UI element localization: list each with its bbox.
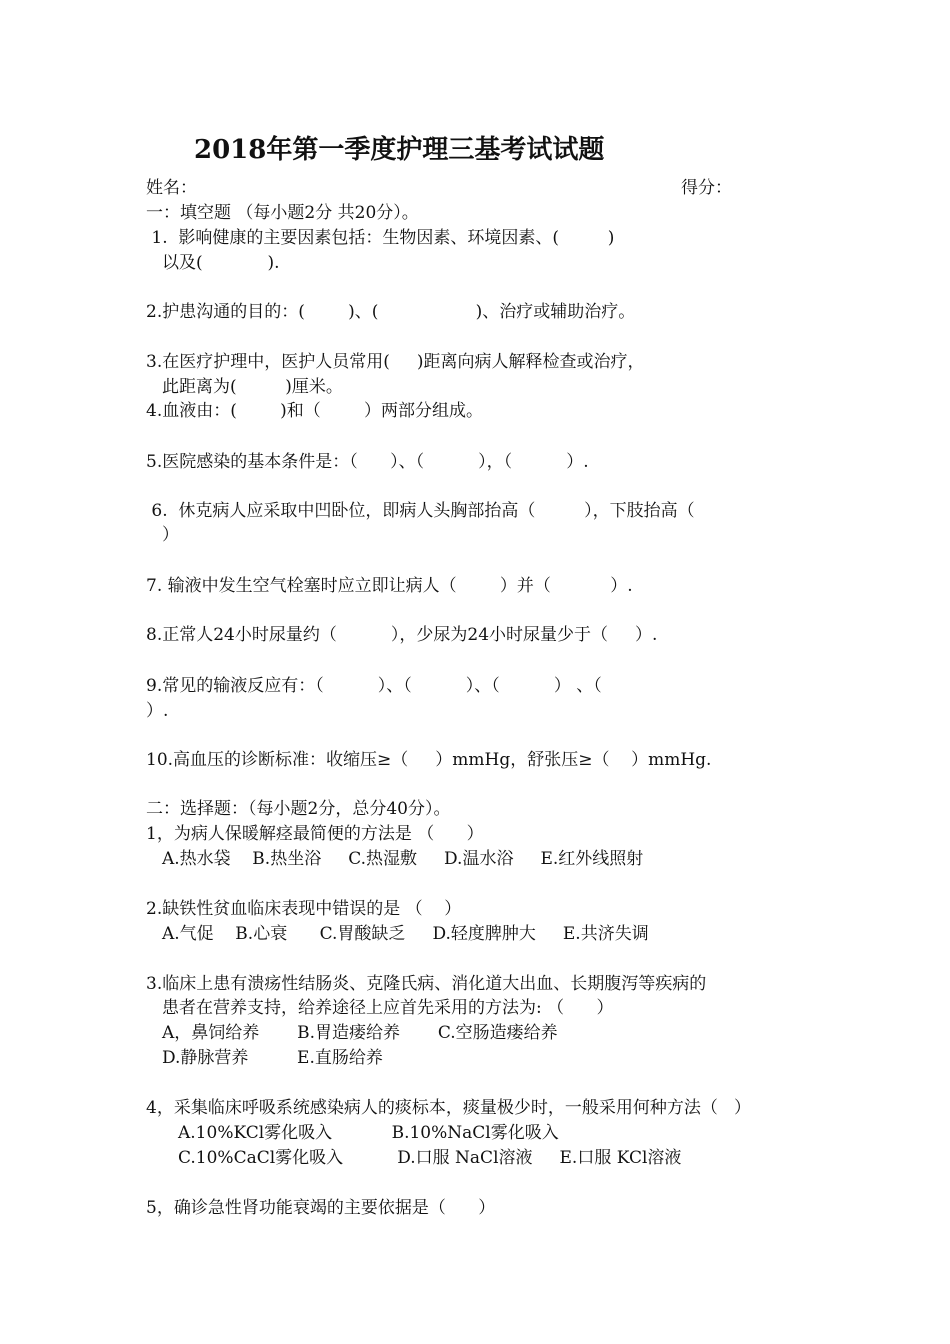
choice-question-1-options: A.热水袋 B.热坐浴 C.热湿敷 D.温水浴 E.红外线照射 xyxy=(162,849,644,869)
question-8: 8.正常人24小时尿量约（ ），少尿为24小时尿量少于（ ）. xyxy=(146,625,658,645)
question-5: 5.医院感染的基本条件是：（ ）、（ ），（ ）. xyxy=(146,452,589,472)
question-7: 7. 输液中发生空气栓塞时应立即让病人（ ）并（ ）. xyxy=(146,576,633,596)
choice-question-3-line-2: 患者在营养支持，给养途径上应首先采用的方法为: （ ） xyxy=(162,998,614,1018)
question-6-line-2: ） xyxy=(162,525,179,545)
question-3-line-1: 3.在医疗护理中，医护人员常用( )距离向病人解释检查或治疗， xyxy=(146,352,645,372)
question-1-line-2: 以及( ). xyxy=(162,253,280,273)
choice-question-1: 1，为病人保暖解痉最简便的方法是 （ ） xyxy=(146,824,484,844)
question-10: 10.高血压的诊断标准：收缩压≥（ ）mmHg，舒张压≥（ ）mmHg. xyxy=(146,750,712,770)
question-9-line-2: ）. xyxy=(146,701,169,721)
choice-question-2: 2.缺铁性贫血临床表现中错误的是 （ ） xyxy=(146,899,462,919)
question-9-line-1: 9.常见的输液反应有：（ ）、（ ）、（ ） 、（ xyxy=(146,676,602,696)
question-3-line-2: 此距离为( )厘米。 xyxy=(162,377,343,397)
page-title: 2018年第一季度护理三基考试试题 xyxy=(194,135,605,165)
choice-question-4-options-2: C.10%CaCl雾化吸入 D.口服 NaCl溶液 E.口服 KCl溶液 xyxy=(178,1148,682,1168)
question-4: 4.血液由：( )和（ ）两部分组成。 xyxy=(146,401,483,421)
name-label: 姓名： xyxy=(146,178,197,198)
choice-question-5: 5，确诊急性肾功能衰竭的主要依据是（ ） xyxy=(146,1198,496,1218)
section1-heading: 一：填空题 （每小题2分 共20分）。 xyxy=(146,203,419,223)
question-1-line-1: 1. 影响健康的主要因素包括：生物因素、环境因素、( ) xyxy=(146,228,615,248)
choice-question-3-options-1: A，鼻饲给养 B.胃造瘘给养 C.空肠造瘘给养 xyxy=(162,1023,558,1043)
choice-question-3-line-1: 3.临床上患有溃疡性结肠炎、克隆氏病、消化道大出血、长期腹泻等疾病的 xyxy=(146,974,707,994)
choice-question-4-options-1: A.10%KCl雾化吸入 B.10%NaCl雾化吸入 xyxy=(178,1123,559,1143)
question-6-line-1: 6. 休克病人应采取中凹卧位，即病人头胸部抬高（ ），下肢抬高（ xyxy=(146,501,695,521)
choice-question-2-options: A.气促 B.心衰 C.胃酸缺乏 D.轻度脾肿大 E.共济失调 xyxy=(162,924,649,944)
score-label: 得分： xyxy=(681,178,732,198)
question-2: 2.护患沟通的目的：( )、( )、治疗或辅助治疗。 xyxy=(146,302,636,322)
section2-heading: 二：选择题：（每小题2分，总分40分）。 xyxy=(146,799,451,819)
choice-question-4: 4，采集临床呼吸系统感染病人的痰标本，痰量极少时，一般采用何种方法（ ） xyxy=(146,1098,752,1118)
choice-question-3-options-2: D.静脉营养 E.直肠给养 xyxy=(162,1048,383,1068)
